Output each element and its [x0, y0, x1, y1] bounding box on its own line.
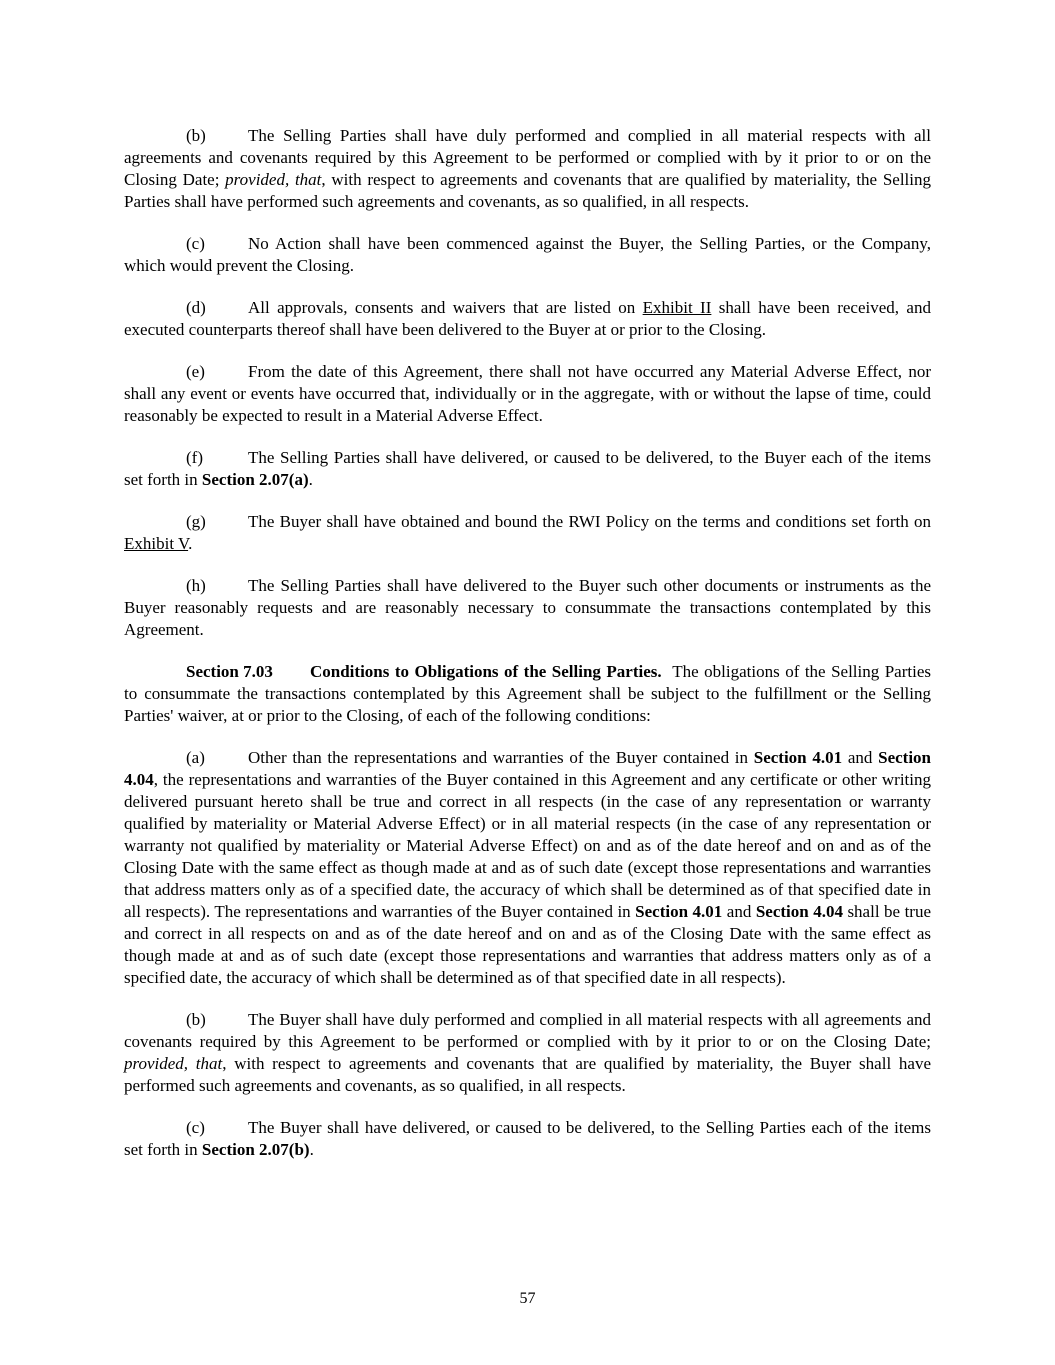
- section-reference: Section 2.07(a): [201, 470, 309, 489]
- paragraph-label: (a): [186, 748, 205, 767]
- paragraph-7-03-b: [124, 1009, 931, 1097]
- section-reference: Section 4.04: [755, 902, 843, 921]
- section-reference: Section 4.01: [635, 902, 723, 921]
- paragraph-label: (b): [186, 126, 206, 145]
- paragraph-label: (f): [186, 448, 203, 467]
- paragraph-text: shall have been received, and executed counterparts thereof shall have been delivered to the Buyer at or prior to the Closing.: [124, 298, 931, 339]
- paragraph-text: shall be true and correct in all respects on and as of the date hereof and on and as of the Closing Date with the same effect as though made at and as of such date (except those representations and warranties that address matters only as of a specified date, the accuracy of which shall be determined as of that specified date in all respects).: [124, 902, 931, 987]
- paragraph-text: , the representations and warranties of the Buyer contained in this Agreement and any certificate or other writing delivered pursuant hereto shall be true and correct in all respects (in the case of any representation or warranty qualified by materiality or Material Adverse Effect) or in all material respects (in the case of any representation or warranty not qualified by materiality or Material Adverse Effect) on and as of the date hereof and on and as of the Closing Date with the same effect as though made at and as of such date (except those representations and warranties that address matters only as of a specified date, the accuracy of which shall be determined as of that specified date in all respects). The representations and warranties of the Buyer contained in: [124, 770, 931, 921]
- paragraph-label: (c): [186, 234, 205, 253]
- paragraph-text: The Buyer shall have delivered, or caused to be delivered, to the Selling Parties each of the items set forth in: [124, 1118, 931, 1159]
- paragraph-7-03-c: [124, 1117, 931, 1161]
- paragraph-7-02-h: [124, 575, 931, 641]
- italic-text: provided, that: [225, 170, 322, 189]
- paragraph-text: All approvals, consents and waivers that are listed on: [248, 298, 643, 317]
- paragraph-text: The Selling Parties shall have delivered to the Buyer such other documents or instruments as the Buyer reasonably requests and are reasonably necessary to consummate the transactions contemplated by this Agreement.: [124, 576, 931, 639]
- paragraph-text: Other than the representations and warranties of the Buyer contained in: [248, 748, 754, 767]
- section-reference: Section 4.01: [753, 748, 843, 767]
- paragraph-7-02-d: [124, 297, 931, 341]
- paragraph-7-02-b: [124, 125, 931, 213]
- paragraph-text: .: [308, 470, 313, 489]
- paragraph-label: (b): [186, 1010, 206, 1029]
- paragraph-label: (c): [186, 1118, 205, 1137]
- paragraph-label: (g): [186, 512, 206, 531]
- paragraph-text: .: [309, 1140, 314, 1159]
- paragraph-text: The Buyer shall have duly performed and complied in all material respects with all agreements and covenants required by this Agreement to be performed or complied with by it prior to or on the Closing Date;: [124, 1010, 931, 1051]
- paragraph-text: No Action shall have been commenced against the Buyer, the Selling Parties, or the Company, which would prevent the Closing.: [124, 234, 931, 275]
- paragraph-text: and: [722, 902, 756, 921]
- paragraph-text: From the date of this Agreement, there shall not have occurred any Material Adverse Effect, nor shall any event or events have occurred that, individually or in the aggregate, with or without the lapse of time, could reasonably be expected to result in a Material Adverse Effect.: [124, 362, 931, 425]
- paragraph-text: , with respect to agreements and covenants that are qualified by materiality, the Buyer shall have performed such agreements and covenants, as so qualified, in all respects.: [124, 1054, 931, 1095]
- paragraph-text: .: [188, 534, 193, 553]
- section-reference: Section 2.07(b): [201, 1140, 310, 1159]
- paragraph-label: (d): [186, 298, 206, 317]
- exhibit-reference: Exhibit II: [642, 298, 712, 317]
- section-number: Section 7.03: [186, 662, 273, 681]
- paragraph-7-02-f: [124, 447, 931, 491]
- paragraph-label: (e): [186, 362, 205, 381]
- section-reference: Section 4.04: [124, 748, 931, 789]
- page-number: 57: [519, 1290, 536, 1307]
- italic-text: provided, that: [124, 1054, 223, 1073]
- paragraph-7-02-e: [124, 361, 931, 427]
- paragraph-text: The Selling Parties shall have delivered, or caused to be delivered, to the Buyer each of the items set forth in: [124, 448, 931, 489]
- paragraph-text: The Selling Parties shall have duly performed and complied in all material respects with all agreements and covenants required by this Agreement to be performed or complied with by it prior to or on the Closing Date;: [124, 126, 931, 189]
- section-7-03-heading: [124, 661, 936, 727]
- paragraph-text: and: [842, 748, 879, 767]
- section-body: The obligations of the Selling Parties to consummate the transactions contemplated by this Agreement shall be subject to the fulfillment or the Selling Parties' waiver, at or prior to the Closing, of each of the following conditions:: [124, 662, 936, 725]
- paragraph-text: , with respect to agreements and covenants that are qualified by materiality, the Selling Parties shall have performed such agreements and covenants, as so qualified, in all respects.: [124, 170, 931, 211]
- paragraph-text: The Buyer shall have obtained and bound the RWI Policy on the terms and conditions set forth on: [248, 512, 931, 531]
- document-page: [124, 125, 936, 1181]
- exhibit-reference: Exhibit V: [124, 534, 189, 553]
- paragraph-7-03-a: [124, 747, 931, 989]
- section-title: Conditions to Obligations of the Selling Parties.: [310, 662, 662, 681]
- paragraph-label: (h): [186, 576, 206, 595]
- paragraph-7-02-c: [124, 233, 931, 277]
- paragraph-7-02-g: [124, 511, 931, 555]
